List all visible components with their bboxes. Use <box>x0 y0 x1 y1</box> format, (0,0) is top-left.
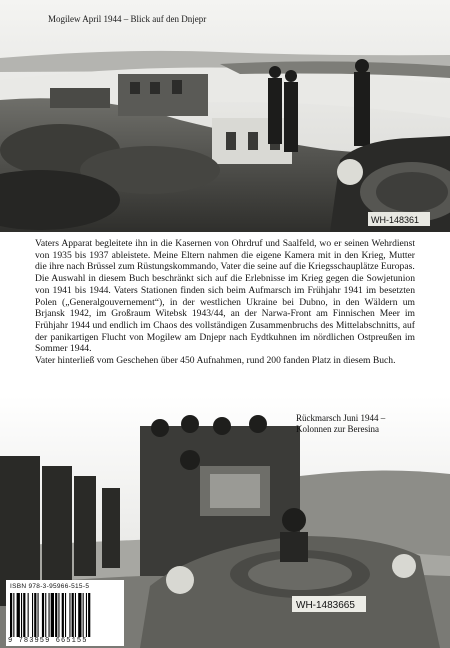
barcode-bar <box>38 593 39 637</box>
barcode-bar <box>34 593 36 637</box>
barcode-bar <box>62 593 64 637</box>
ean-digits: 9 783959 665155 <box>8 637 88 645</box>
barcode-bar <box>69 593 70 637</box>
paragraph: Vaters Apparat begleitete ihn in die Kasernen von Ohrdruf und Saalfeld, wo er seinen Wehrdienst von 1935 bis 1937 ableistete. Meine Eltern nahmen die eigene Kamera mit in den Krieg, Mutter die ihre nach Brüssel zum Rüstungskommando, Vater die seine auf die Kriegsschauplätze Europas. <box>35 238 415 273</box>
paragraph: Vater hinterließ vom Geschehen über 450 Aufnahmen, rund 200 fanden Platz in diesem Buch. <box>35 355 396 367</box>
body-text <box>35 238 415 367</box>
barcode-bar <box>83 593 84 637</box>
barcode-bar <box>10 593 12 637</box>
barcode-bar <box>58 593 59 637</box>
barcode-bar <box>32 593 33 637</box>
barcode-bar <box>45 593 46 637</box>
barcode-bar <box>78 593 81 637</box>
barcode-bar <box>42 593 44 637</box>
paragraph: Die Auswahl in diesem Buch beschränkt sich auf die Erlebnisse im Krieg gegen die Sowjetunion von 1941 bis 1944. Vaters Stationen finden sich beim Aufmarsch im Frühjahr 1941 im besetzten Polen („Generalgouvernement“), in der westlichen Ukraine bei Dubno, in den Wäldern um Brjansk 1942, im Großraum Witebsk 1943/44, an der Narwa-Front am Finnischen Meer im Frühjahr 1944 und endlich im Chaos des vollständigen Zusammenbruchs des Mittelabschnitts, auf der panikartigen Flucht von Mogilew am Dnjepr nach Eydtkuhnen im nördlichen Ostpreußen im Sommer 1944. <box>35 273 415 355</box>
barcode-bar <box>49 593 50 637</box>
barcode-bar <box>75 593 76 637</box>
barcode-bar <box>55 593 57 637</box>
barcode-bar <box>13 593 14 637</box>
top-plate-text: WH-148361 <box>371 215 420 225</box>
barcode-bar <box>23 593 25 637</box>
barcode-bar <box>72 593 74 637</box>
barcode-bar <box>65 593 66 637</box>
barcode-bar <box>28 593 29 637</box>
barcode-bar <box>17 593 20 637</box>
bottom-photo-caption <box>296 413 446 435</box>
barcode-bar <box>86 593 87 637</box>
barcode-bar <box>88 593 90 637</box>
caption-line: Rückmarsch Juni 1944 – <box>296 413 386 423</box>
barcode-bar <box>21 593 22 637</box>
caption-line: Kolonnen zur Beresina <box>296 424 379 434</box>
top-photo <box>0 0 450 232</box>
isbn-label: ISBN 978-3-95966-515-5 <box>10 583 90 590</box>
barcode-bars <box>10 593 120 637</box>
top-photo-caption: Mogilew April 1944 – Blick auf den Dnjepr <box>48 14 207 24</box>
barcode-bar <box>51 593 54 637</box>
bottom-plate-text: WH-1483665 <box>296 600 355 611</box>
